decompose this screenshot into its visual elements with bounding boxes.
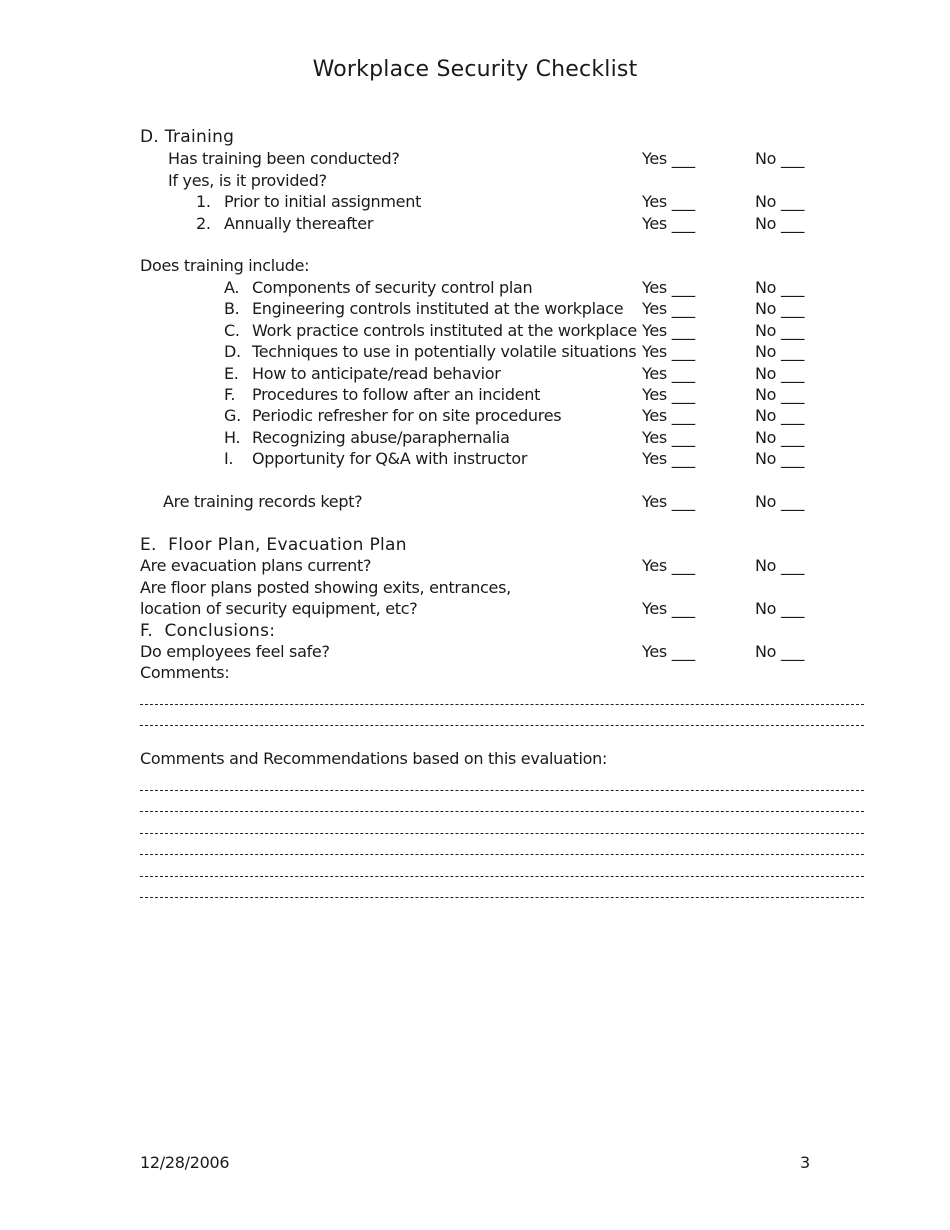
list-item-label: Annually thereafter	[224, 214, 374, 233]
list-item-label: Techniques to use in potentially volatile situations	[252, 342, 637, 361]
yes-field[interactable]: Yes ___	[642, 385, 695, 404]
yes-field[interactable]: Yes ___	[642, 556, 695, 575]
recommendation-line[interactable]	[140, 897, 864, 898]
yes-field[interactable]: Yes ___	[642, 192, 695, 211]
footer-date: 12/28/2006	[140, 1153, 230, 1172]
recommendation-line[interactable]	[140, 876, 864, 877]
no-field[interactable]: No ___	[755, 428, 805, 447]
question-floor-plans-posted: Are floor plans posted showing exits, entrances,	[140, 578, 511, 597]
yes-field[interactable]: Yes ___	[642, 342, 695, 361]
yes-field[interactable]: Yes ___	[642, 642, 695, 661]
subheading-training-include: Does training include:	[140, 256, 310, 275]
yes-field[interactable]: Yes ___	[642, 149, 695, 168]
list-item-label: Engineering controls instituted at the workplace	[252, 299, 624, 318]
question-training-provided: If yes, is it provided?	[168, 171, 327, 190]
list-letter: D.	[224, 342, 241, 361]
comment-line[interactable]	[140, 725, 864, 726]
yes-field[interactable]: Yes ___	[642, 364, 695, 383]
list-letter: C.	[224, 321, 240, 340]
question-training-conducted: Has training been conducted?	[168, 149, 400, 168]
no-field[interactable]: No ___	[755, 299, 805, 318]
comments-label: Comments:	[140, 663, 230, 682]
recommendation-line[interactable]	[140, 833, 864, 834]
list-item-label: Procedures to follow after an incident	[252, 385, 541, 404]
list-item-label: Opportunity for Q&A with instructor	[252, 449, 528, 468]
recommendation-line[interactable]	[140, 854, 864, 855]
no-field[interactable]: No ___	[755, 556, 805, 575]
no-field[interactable]: No ___	[755, 364, 805, 383]
no-field[interactable]: No ___	[755, 149, 805, 168]
list-number: 1.	[196, 192, 211, 211]
yes-field[interactable]: Yes ___	[642, 321, 695, 340]
list-item-label: Prior to initial assignment	[224, 192, 422, 211]
recommendations-label: Comments and Recommendations based on this evaluation:	[140, 749, 608, 768]
list-number: 2.	[196, 214, 211, 233]
section-heading-training: D. Training	[140, 127, 235, 147]
question-floor-plans-posted-cont: location of security equipment, etc?	[140, 599, 418, 618]
question-training-records: Are training records kept?	[163, 492, 363, 511]
yes-field[interactable]: Yes ___	[642, 449, 695, 468]
list-letter: G.	[224, 406, 241, 425]
no-field[interactable]: No ___	[755, 449, 805, 468]
list-letter: H.	[224, 428, 241, 447]
no-field[interactable]: No ___	[755, 492, 805, 511]
no-field[interactable]: No ___	[755, 192, 805, 211]
page-title: Workplace Security Checklist	[312, 57, 638, 82]
list-letter: F.	[224, 385, 236, 404]
list-letter: B.	[224, 299, 240, 318]
yes-field[interactable]: Yes ___	[642, 599, 695, 618]
no-field[interactable]: No ___	[755, 214, 805, 233]
yes-field[interactable]: Yes ___	[642, 214, 695, 233]
recommendation-line[interactable]	[140, 811, 864, 812]
recommendation-line[interactable]	[140, 790, 864, 791]
list-item-label: How to anticipate/read behavior	[252, 364, 501, 383]
no-field[interactable]: No ___	[755, 385, 805, 404]
yes-field[interactable]: Yes ___	[642, 278, 695, 297]
yes-field[interactable]: Yes ___	[642, 428, 695, 447]
list-letter: A.	[224, 278, 240, 297]
list-letter: E.	[224, 364, 239, 383]
list-item-label: Periodic refresher for on site procedures	[252, 406, 562, 425]
no-field[interactable]: No ___	[755, 599, 805, 618]
comment-line[interactable]	[140, 704, 864, 705]
yes-field[interactable]: Yes ___	[642, 492, 695, 511]
no-field[interactable]: No ___	[755, 406, 805, 425]
page-number: 3	[800, 1153, 810, 1172]
section-heading-conclusions: F. Conclusions:	[140, 621, 276, 641]
no-field[interactable]: No ___	[755, 321, 805, 340]
yes-field[interactable]: Yes ___	[642, 299, 695, 318]
question-evacuation-current: Are evacuation plans current?	[140, 556, 372, 575]
list-item-label: Recognizing abuse/paraphernalia	[252, 428, 510, 447]
list-item-label: Work practice controls instituted at the workplace	[252, 321, 637, 340]
no-field[interactable]: No ___	[755, 342, 805, 361]
no-field[interactable]: No ___	[755, 278, 805, 297]
list-item-label: Components of security control plan	[252, 278, 533, 297]
question-employees-safe: Do employees feel safe?	[140, 642, 330, 661]
yes-field[interactable]: Yes ___	[642, 406, 695, 425]
section-heading-floor-plan: E. Floor Plan, Evacuation Plan	[140, 535, 407, 555]
list-letter: I.	[224, 449, 234, 468]
no-field[interactable]: No ___	[755, 642, 805, 661]
